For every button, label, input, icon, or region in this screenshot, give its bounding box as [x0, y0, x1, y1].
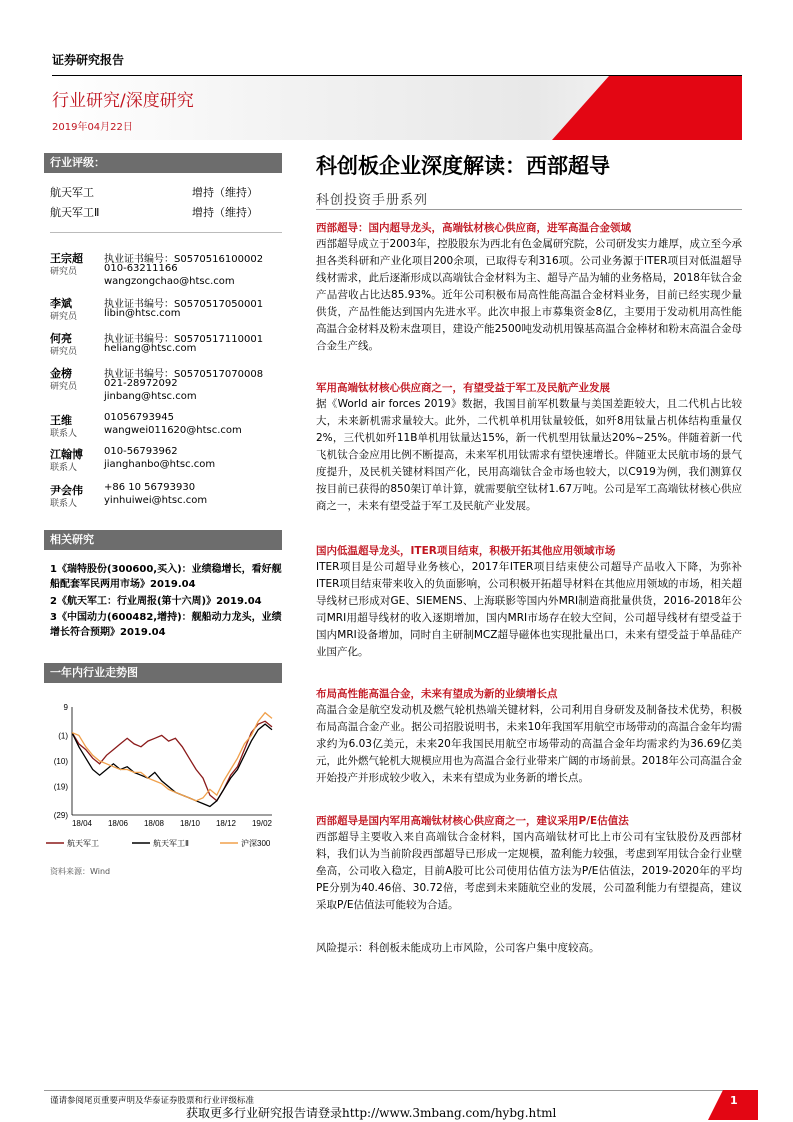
analyst-info: 执业证书编号：S0570517070008 [104, 369, 264, 380]
analyst-info: +86 10 56793930 [104, 482, 196, 493]
y-tick-label: (19) [53, 782, 68, 792]
report-category: 行业研究/深度研究 [52, 91, 194, 111]
x-tick-label: 18/06 [107, 819, 129, 828]
analyst-role: 联系人 [50, 499, 78, 509]
analyst-info: 执业证书编号：S0570517110001 [104, 334, 264, 345]
rating-value: 增持（维持） [192, 186, 258, 199]
subtitle-divider [316, 209, 742, 210]
analyst-role: 研究员 [50, 347, 78, 357]
rating-row [50, 204, 258, 220]
analyst-email[interactable]: jianghanbo@htsc.com [104, 459, 216, 470]
analyst-email[interactable]: jinbang@htsc.com [104, 391, 197, 402]
analyst-role: 研究员 [50, 267, 78, 277]
y-tick-label: 9 [63, 703, 68, 712]
related-item[interactable]: 3《中国动力(600482,增持)：舰船动力龙头，业绩增长符合预期》2019.04 [50, 612, 282, 638]
y-tick-label: (29) [53, 811, 68, 820]
section-heading: 西部超导是国内军用高端钛材核心供应商之一，建议采用P/E估值法 [316, 815, 629, 827]
related-header: 相关研究 [44, 530, 282, 550]
analyst-role: 联系人 [50, 463, 78, 473]
banner-red-tab [552, 76, 742, 140]
x-tick-label: 18/10 [179, 819, 201, 828]
section-heading: 布局高性能高温合金，未来有望成为新的业绩增长点 [316, 688, 558, 700]
analyst-info: 01056793945 [104, 412, 174, 423]
report-title: 科创板企业深度解读：西部超导 [316, 153, 610, 178]
analyst-name: 金榜 [50, 367, 72, 380]
x-tick-label: 19/02 [251, 819, 273, 828]
section-body: 西部超导主要收入来自高端钛合金材料，国内高端钛材可比上市公司有宝钛股份及西部材料，我们认为当前阶段西部超导已形成一定规模，盈利能力较强，考虑到军用钛合金行业壁垒高，公司收入稳定，目前A股可比公司使用估值方法为P/E估值法，2019-2020年的平均PE分别为40.46倍、30.72倍，考虑到未来随航空业的发展，公司盈利能力有望提高，建议采取P/E估值法可能较为合适。 [316, 831, 742, 911]
related-item[interactable]: 2《航天军工：行业周报(第十六周)》2019.04 [50, 596, 262, 607]
analyst-email[interactable]: wangwei011620@htsc.com [104, 425, 242, 436]
page-number: 1 [730, 1094, 738, 1107]
risk-warning: 风险提示：科创板未能成功上市风险，公司客户集中度较高。 [316, 942, 600, 954]
legend-label: 航天军工 [67, 839, 99, 848]
footer-divider [44, 1090, 744, 1091]
analyst-name: 江翰博 [50, 448, 83, 461]
analyst-info: 010-56793962 [104, 446, 178, 457]
chart-source: 资料来源：Wind [50, 867, 111, 876]
rating-industry: 航天军工Ⅱ [50, 206, 100, 219]
analyst-info: 021-28972092 [104, 378, 178, 389]
analyst-email[interactable]: wangzongchao@htsc.com [104, 276, 235, 287]
section-heading: 军用高端钛材核心供应商之一，有望受益于军工及民航产业发展 [316, 382, 610, 394]
rating-value: 增持（维持） [192, 206, 258, 219]
series-line [72, 724, 272, 806]
report-date: 2019年04月22日 [52, 122, 133, 133]
analyst-role: 研究员 [50, 382, 78, 392]
analyst-email[interactable]: heliang@htsc.com [104, 343, 197, 354]
analyst-email[interactable]: libin@htsc.com [104, 308, 181, 319]
analyst-info: 执业证书编号：S0570517050001 [104, 299, 264, 310]
trend-chart [44, 695, 284, 855]
related-item[interactable]: 1《瑞特股份(300600,买入)：业绩稳增长，看好舰船配套军民两用市场》2019.04 [50, 564, 282, 590]
analyst-name: 王维 [50, 414, 72, 427]
report-subtitle: 科创投资手册系列 [316, 193, 429, 208]
trend-header: 一年内行业走势图 [44, 663, 282, 683]
rating-industry: 航天军工 [50, 186, 94, 199]
section-body: ITER项目是公司超导业务核心，2017年ITER项目结束使公司超导产品收入下降，为弥补ITER项目结束带来收入的负面影响，公司积极开拓超导材料在其他应用领域的市场，相关超导线材已形成对GE、SIEMENS、上海联影等国内外MRI制造商批量供货，2016-2018年公司MRI用超导线材的收入逐期增加，国内MRI市场存在较大空间，公司超导线材有望受益于国内MRI设备增加，同时自主研制MCZ超导磁体也实现批量出口，未来有望受益于单晶硅产业国产化。 [316, 561, 742, 658]
section-body: 据《World air forces 2019》数据，我国目前军机数量与美国差距较大，且二代机占比较大，未来新机需求量较大。此外，二代机单机用钛量较低，如歼8用钛量占机体结构重量仅2%，三代机如歼11B单机用钛量达15%，新一代机型用钛量达20%~25%。伴随着新一代飞机钛合金应用比例不断提高，未来军机用钛需求有望快速增长。伴随亚太民航市场的景气度提升，及民机关键材料国产化，民用高端钛合金市场也较大，以C919为例，我们测算仅按目前已获得的850架订单计算，就需要航空钛材1.67万吨。公司是军工高端钛材核心供应商之一，未来有望受益于军工及民航产业发展。 [316, 398, 742, 512]
x-tick-label: 18/12 [215, 819, 237, 828]
analyst-name: 李斌 [50, 297, 72, 310]
section-heading: 西部超导：国内超导龙头，高端钛材核心供应商，进军高温合金领域 [316, 222, 631, 234]
doc-type: 证券研究报告 [52, 53, 125, 67]
rating-row [50, 184, 258, 200]
section-body: 高温合金是航空发动机及燃气轮机热端关键材料，公司利用自身研发及制备技术优势，积极布局高温合金产业。据公司招股说明书，未来10年我国军用航空市场带动的高温合金年均需求约为6.03亿美元，未来20年我国民用航空市场带动的高温合金年均需求约为36.69亿美元，此外燃气轮机大规模应用也为高温合金行业带来广阔的市场前景。2018年公司高温合金开始投产并形成较少收入，未来有望成为业务新的增长点。 [316, 704, 742, 784]
footer-note: 谨请参阅尾页重要声明及华泰证券股票和行业评级标准 [50, 1096, 255, 1106]
analyst-name: 何亮 [50, 332, 72, 345]
analyst-info: 010-63211166 [104, 263, 178, 274]
analyst-info: 执业证书编号：S0570516100002 [104, 254, 264, 265]
y-tick-label: (1) [58, 731, 68, 741]
section-heading: 国内低温超导龙头，ITER项目结束，积极开拓其他应用领域市场 [316, 545, 616, 557]
footer-link[interactable]: 获取更多行业研究报告请登录http://www.3mbang.com/hybg.html [186, 1106, 557, 1120]
x-tick-label: 18/08 [143, 819, 165, 828]
rating-header: 行业评级： [44, 153, 282, 173]
x-tick-label: 18/04 [71, 819, 93, 828]
analyst-email[interactable]: yinhuiwei@htsc.com [104, 495, 208, 506]
y-tick-label: (10) [53, 757, 68, 766]
legend-label: 沪深300 [241, 839, 271, 848]
section-body: 西部超导成立于2003年，控股股东为西北有色金属研究院，公司研发实力雄厚，成立至今承担各类科研和产业化项目200余项，已取得专利316项。公司业务源于ITER项目对低温超导线材需求，此后逐渐形成以高端钛合金材料为主、超导产品为辅的业务格局，2018年钛合金产品营收占比达85.93%。近年公司积极布局高性能高温合金材料业务，目前已经实现少量供货，产品性能达到国内先进水平。此次申报上市募集资金8亿，主要用于发动机用高性能高温合金材料及粉末盘项目，建设产能2500吨发动机用镍基高温合金棒材和粉末高温合金母合金生产线。 [316, 238, 742, 352]
divider [50, 232, 282, 233]
legend-label: 航天军工Ⅱ [153, 839, 189, 848]
analyst-name: 王宗超 [50, 252, 83, 265]
analyst-role: 联系人 [50, 429, 78, 439]
analyst-name: 尹会伟 [50, 484, 83, 497]
analyst-role: 研究员 [50, 312, 78, 322]
